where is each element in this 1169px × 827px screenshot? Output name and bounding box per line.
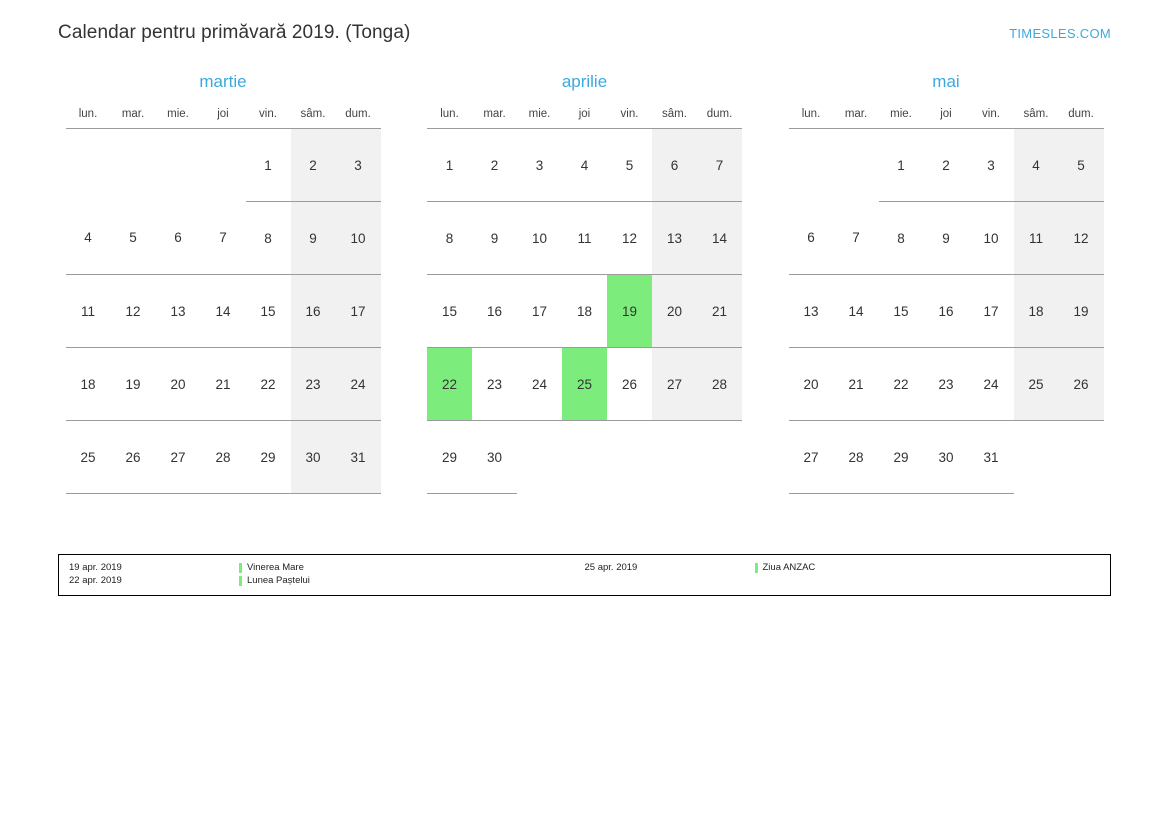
page-header — [58, 18, 1111, 48]
day-cell: 3 — [517, 129, 562, 202]
day-cell: 13 — [789, 275, 834, 348]
day-cell: 8 — [246, 202, 291, 275]
weekday-tue: mar. — [472, 104, 517, 129]
legend-label: Ziua ANZAC — [762, 562, 816, 573]
weekday-header-row — [789, 104, 1104, 129]
weekday-fri: vin. — [607, 104, 652, 129]
day-cell: 15 — [427, 275, 472, 348]
legend-dates-2 — [585, 562, 755, 588]
day-cell: 9 — [924, 202, 969, 275]
day-cell: 8 — [427, 202, 472, 275]
day-cell: 6 — [789, 202, 834, 275]
calendar-table-march — [66, 104, 381, 494]
week-row — [66, 202, 381, 275]
day-cell: 11 — [1014, 202, 1059, 275]
day-cell: 2 — [291, 129, 336, 202]
day-cell: 25 — [66, 421, 111, 494]
day-cell: 21 — [697, 275, 742, 348]
day-cell — [697, 421, 742, 494]
day-cell: 1 — [879, 129, 924, 202]
day-cell: 27 — [652, 348, 697, 421]
day-cell — [201, 129, 246, 202]
weekday-sun: dum. — [336, 104, 381, 129]
day-cell: 16 — [291, 275, 336, 348]
day-cell: 20 — [156, 348, 201, 421]
day-cell: 9 — [472, 202, 517, 275]
day-cell: 18 — [66, 348, 111, 421]
legend-column-2 — [585, 562, 1101, 588]
day-cell: 27 — [156, 421, 201, 494]
day-cell: 27 — [789, 421, 834, 494]
weekday-tue: mar. — [834, 104, 879, 129]
day-cell: 22 — [246, 348, 291, 421]
day-cell: 4 — [1014, 129, 1059, 202]
weekday-tue: mar. — [111, 104, 156, 129]
legend-date: 22 apr. 2019 — [69, 574, 122, 586]
day-cell: 21 — [834, 348, 879, 421]
day-cell: 16 — [472, 275, 517, 348]
day-cell: 12 — [607, 202, 652, 275]
day-cell: 10 — [969, 202, 1014, 275]
legend-date: 25 apr. 2019 — [584, 562, 638, 573]
week-row — [789, 129, 1104, 202]
day-cell — [789, 129, 834, 202]
weekday-wed: mie. — [156, 104, 201, 129]
weekday-thu: joi — [201, 104, 246, 129]
day-cell: 26 — [111, 421, 156, 494]
legend-names-2 — [755, 562, 816, 588]
day-cell: 18 — [562, 275, 607, 348]
day-cell: 10 — [336, 202, 381, 275]
legend-item — [239, 575, 310, 588]
month-block-april — [420, 72, 750, 494]
week-row — [66, 421, 381, 494]
day-cell: 14 — [697, 202, 742, 275]
day-cell: 13 — [156, 275, 201, 348]
weekday-mon: lun. — [66, 104, 111, 129]
day-cell: 4 — [66, 202, 111, 275]
day-cell: 26 — [1059, 348, 1104, 421]
weekday-mon: lun. — [789, 104, 834, 129]
day-cell: 24 — [336, 348, 381, 421]
legend-label: Lunea Paștelui — [247, 574, 310, 586]
day-cell: 21 — [201, 348, 246, 421]
day-cell: 22 — [879, 348, 924, 421]
day-cell: 15 — [879, 275, 924, 348]
day-cell: 5 — [1059, 129, 1104, 202]
week-row — [66, 275, 381, 348]
day-cell: 26 — [607, 348, 652, 421]
weekday-sun: dum. — [1059, 104, 1104, 129]
day-cell: 20 — [789, 348, 834, 421]
month-title-april: aprilie — [561, 72, 608, 91]
legend-dates-1 — [69, 562, 239, 588]
day-cell: 30 — [291, 421, 336, 494]
weekday-mon: lun. — [427, 104, 472, 129]
day-cell: 6 — [156, 202, 201, 275]
page-title: Calendar pentru primăvară 2019. (Tonga) — [58, 22, 411, 43]
day-cell: 3 — [969, 129, 1014, 202]
weekday-fri: vin. — [246, 104, 291, 129]
day-cell — [1059, 421, 1104, 494]
legend-names-1 — [239, 562, 310, 588]
day-cell: 28 — [834, 421, 879, 494]
day-cell: 15 — [246, 275, 291, 348]
legend-date: 19 apr. 2019 — [69, 562, 122, 573]
day-cell: 7 — [697, 129, 742, 202]
day-cell: 29 — [427, 421, 472, 494]
day-cell: 28 — [201, 421, 246, 494]
legend-column-1 — [69, 562, 585, 588]
day-cell — [834, 129, 879, 202]
legend-label: Vinerea Mare — [247, 562, 304, 573]
brand-link[interactable]: TIMESLES.COM — [1009, 25, 1111, 41]
day-cell — [517, 421, 562, 494]
day-cell: 7 — [834, 202, 879, 275]
weekday-header-row — [427, 104, 742, 129]
week-row — [427, 275, 742, 348]
day-cell: 14 — [834, 275, 879, 348]
day-cell: 13 — [652, 202, 697, 275]
day-cell: 29 — [879, 421, 924, 494]
day-cell: 17 — [336, 275, 381, 348]
day-cell: 5 — [111, 202, 156, 275]
weekday-fri: vin. — [969, 104, 1014, 129]
weekday-thu: joi — [562, 104, 607, 129]
week-row — [427, 202, 742, 275]
day-cell: 30 — [924, 421, 969, 494]
month-block-may — [781, 72, 1111, 494]
day-cell-holiday: 25 — [562, 348, 607, 421]
weekday-sat: sâm. — [1014, 104, 1059, 129]
day-cell: 11 — [562, 202, 607, 275]
day-cell — [562, 421, 607, 494]
day-cell: 17 — [969, 275, 1014, 348]
day-cell: 7 — [201, 202, 246, 275]
month-title-may: mai — [932, 72, 960, 91]
weekday-header-row — [66, 104, 381, 129]
day-cell: 4 — [562, 129, 607, 202]
day-cell: 23 — [924, 348, 969, 421]
week-row — [789, 275, 1104, 348]
weekday-sat: sâm. — [291, 104, 336, 129]
weekday-sat: sâm. — [652, 104, 697, 129]
month-block-march — [58, 72, 388, 494]
weekday-thu: joi — [924, 104, 969, 129]
day-cell: 28 — [697, 348, 742, 421]
day-cell: 12 — [111, 275, 156, 348]
weekday-wed: mie. — [517, 104, 562, 129]
legend-item — [755, 562, 816, 575]
week-row — [427, 348, 742, 421]
calendar-table-may — [789, 104, 1104, 494]
day-cell-holiday: 19 — [607, 275, 652, 348]
holiday-color-swatch-icon — [239, 576, 242, 586]
week-row — [427, 421, 742, 494]
day-cell: 31 — [336, 421, 381, 494]
day-cell: 16 — [924, 275, 969, 348]
day-cell: 24 — [517, 348, 562, 421]
day-cell — [607, 421, 652, 494]
day-cell: 8 — [879, 202, 924, 275]
day-cell: 9 — [291, 202, 336, 275]
day-cell: 10 — [517, 202, 562, 275]
week-row — [427, 129, 742, 202]
holiday-color-swatch-icon — [239, 563, 242, 573]
day-cell: 17 — [517, 275, 562, 348]
day-cell: 30 — [472, 421, 517, 494]
day-cell: 23 — [472, 348, 517, 421]
weekday-sun: dum. — [697, 104, 742, 129]
legend-item — [239, 562, 310, 575]
day-cell: 5 — [607, 129, 652, 202]
day-cell: 29 — [246, 421, 291, 494]
day-cell: 1 — [246, 129, 291, 202]
day-cell: 2 — [924, 129, 969, 202]
day-cell: 1 — [427, 129, 472, 202]
holiday-color-swatch-icon — [755, 563, 758, 573]
weekday-wed: mie. — [879, 104, 924, 129]
day-cell: 25 — [1014, 348, 1059, 421]
day-cell: 23 — [291, 348, 336, 421]
day-cell — [66, 129, 111, 202]
day-cell — [156, 129, 201, 202]
day-cell — [111, 129, 156, 202]
day-cell — [1014, 421, 1059, 494]
week-row — [789, 348, 1104, 421]
day-cell: 14 — [201, 275, 246, 348]
day-cell — [652, 421, 697, 494]
day-cell: 6 — [652, 129, 697, 202]
day-cell: 18 — [1014, 275, 1059, 348]
week-row — [789, 421, 1104, 494]
day-cell: 24 — [969, 348, 1014, 421]
day-cell: 19 — [111, 348, 156, 421]
day-cell: 31 — [969, 421, 1014, 494]
day-cell-holiday: 22 — [427, 348, 472, 421]
calendar-table-april — [427, 104, 742, 494]
day-cell: 2 — [472, 129, 517, 202]
week-row — [66, 348, 381, 421]
calendars-container — [58, 72, 1111, 494]
day-cell: 20 — [652, 275, 697, 348]
day-cell: 19 — [1059, 275, 1104, 348]
day-cell: 11 — [66, 275, 111, 348]
day-cell: 12 — [1059, 202, 1104, 275]
day-cell: 3 — [336, 129, 381, 202]
holiday-legend — [58, 554, 1111, 596]
week-row — [66, 129, 381, 202]
month-title-march: martie — [199, 72, 247, 91]
week-row — [789, 202, 1104, 275]
